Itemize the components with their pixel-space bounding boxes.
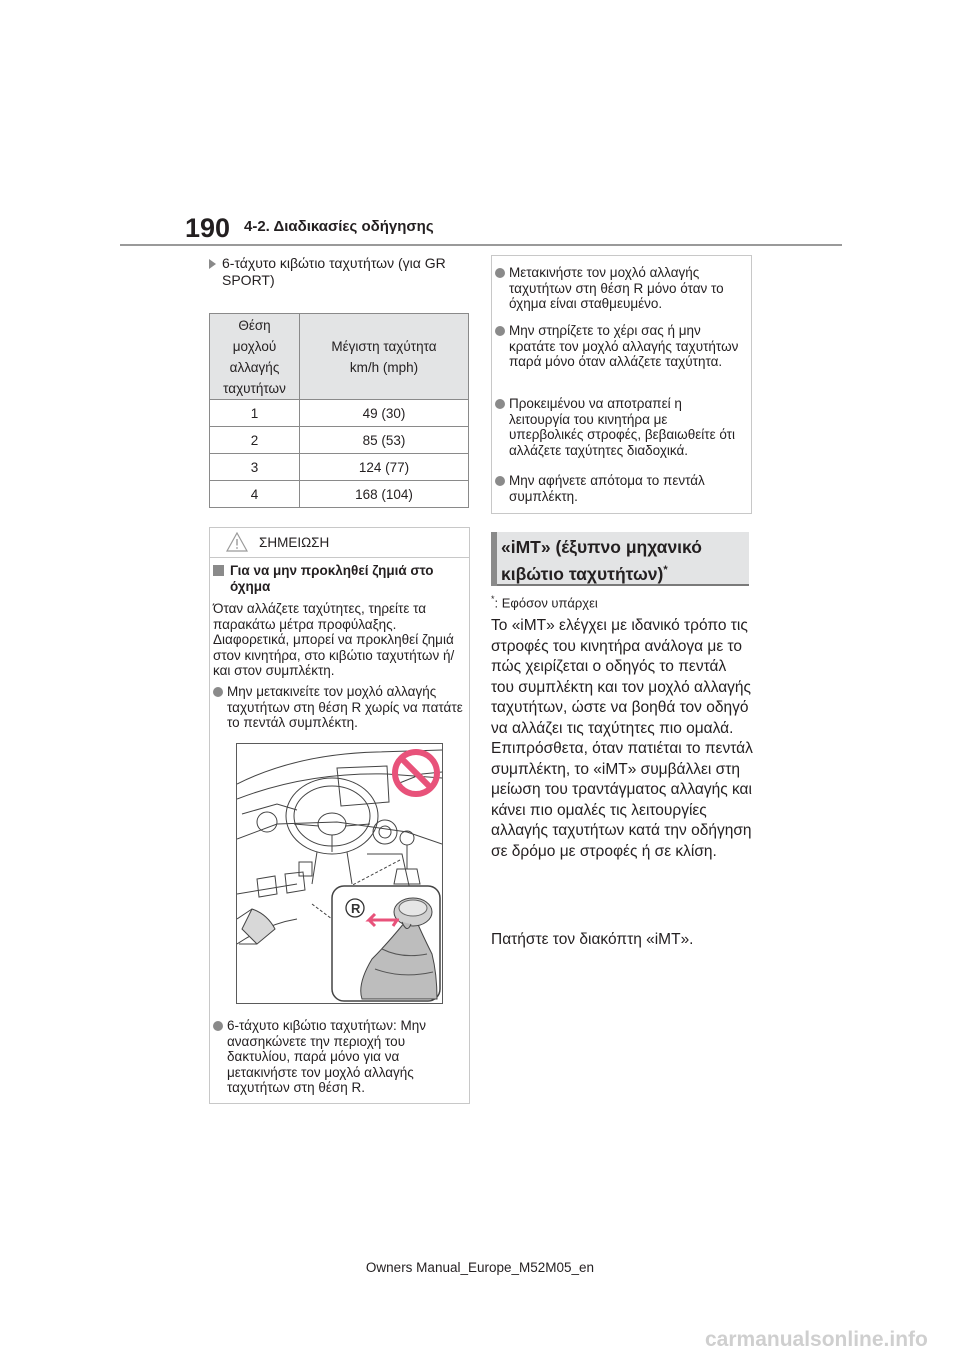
imt-heading-title (501, 536, 746, 586)
col-header-gear-position-text: Θέση μοχλού αλλαγής ταχυτήτων (223, 317, 286, 396)
notice-title: ΣΗΜΕΙΩΣΗ (259, 535, 330, 550)
table-row (210, 400, 469, 427)
circle-bullet-icon (495, 326, 505, 336)
warning-triangle-icon (226, 532, 248, 552)
footer-manual-id: Owners Manual_Europe_M52M05_en (365, 1260, 595, 1275)
reverse-gear-label: R (351, 901, 361, 916)
imt-body-text: Το «iMT» ελέγχει με ιδανικό τρόπο τις στροφές του κινητήρα ανάλογα με το πώς χειρίζεται ο οδηγός το πεντάλ του συμπλέκτη και τον μοχλό αλλαγής ταχυτήτων, ώστε να βοηθά τον οδηγό να αλλάζει τις ταχύτητες πιο ομαλά. Επιπρόσθετα, όταν πατιέται το πεντάλ συμπλέκτη, το «iMT» συμβάλλει στη μείωση του τραντάγματος αλλαγής και κάνει πιο ομαλές τις λειτουργίες αλλαγής ταχυτήτων κατά την οδήγηση σε δρόμο με στροφές ή σε κλίση. (491, 617, 753, 860)
watermark: carmanualsonline.info (705, 1328, 928, 1351)
table-header-row (210, 314, 469, 400)
circle-bullet-icon (213, 687, 223, 697)
imt-section-heading (491, 532, 749, 586)
table-cell-speed: 124 (77) (300, 454, 469, 481)
table-cell-speed: 85 (53) (300, 427, 469, 454)
col-header-max-speed-text: Μέγιστη ταχύτητα km/h (mph) (331, 338, 437, 375)
circle-bullet-icon (495, 268, 505, 278)
notice-body-text: Όταν αλλάζετε ταχύτητες, τηρείτε τα παρακάτω μέτρα προφύλαξης. Διαφορετικά, μπορεί να προκληθεί ζημιά στον κινητήρα, στο κιβώτιο ταχυτήτων ή/και στον συμπλέκτη. (213, 601, 455, 678)
car-interior-drawing (237, 744, 442, 1003)
table-cell-gear: 2 (210, 427, 300, 454)
caution-bullet-text: Μετακινήστε τον μοχλό αλλαγής ταχυτήτων στη θέση R μόνο όταν το όχημα είναι σταθμευμένο. (509, 265, 724, 311)
notice-bullet-text: Μην μετακινείτε τον μοχλό αλλαγής ταχυτήτων στη θέση R χωρίς να πατάτε το πεντάλ συμπλέκτη. (227, 684, 463, 730)
footnote (491, 594, 598, 610)
notice-subheading-text: Για να μην προκληθεί ζημιά στο όχημα (230, 563, 434, 594)
table-row (210, 481, 469, 508)
notice-bullet (213, 1018, 463, 1096)
notice-bullet (213, 684, 463, 731)
caution-bullet-text: Προκειμένου να αποτραπεί η λειτουργία του κινητήρα με υπερβολικές στροφές, βεβαιωθείτε ότι αλλάζετε ταχύτητες διαδοχικά. (509, 396, 735, 458)
caution-bullet (495, 473, 745, 504)
heading-accent-bar (491, 532, 497, 586)
footnote-text: : Εφόσον υπάρχει (494, 595, 598, 611)
caution-bullet-text: Μην αφήνετε απότομα το πεντάλ συμπλέκτη. (509, 473, 705, 504)
transmission-heading (209, 255, 471, 289)
circle-bullet-icon (495, 476, 505, 486)
table-cell-gear: 3 (210, 454, 300, 481)
imt-heading-text: «iMT» (έξυπνο μηχανικό κιβώτιο ταχυτήτων) (501, 537, 702, 584)
table-cell-speed: 168 (104) (300, 481, 469, 508)
circle-bullet-icon (213, 1021, 223, 1031)
table-row (210, 454, 469, 481)
col-header-gear-position (210, 314, 300, 400)
table-cell-speed: 49 (30) (300, 400, 469, 427)
header-divider (120, 244, 842, 246)
footnote-marker: * (663, 564, 668, 576)
caution-bullet-text: Μην στηρίζετε το χέρι σας ή μην κρατάτε τον μοχλό αλλαγής ταχυτήτων παρά μόνο όταν αλλάζετε ταχύτητα. (509, 323, 739, 369)
notice-subheading (213, 563, 463, 595)
page-number: 190 (185, 213, 231, 243)
col-header-max-speed (300, 314, 469, 400)
imt-press-instruction: Πατήστε τον διακόπτη «iMT». (491, 931, 694, 948)
caution-bullet (495, 396, 745, 458)
table-cell-gear: 1 (210, 400, 300, 427)
transmission-heading-text: 6-τάχυτο κιβώτιο ταχυτήτων (για GR SPORT) (222, 255, 446, 288)
gear-shift-illustration (236, 743, 443, 1004)
circle-bullet-icon (495, 399, 505, 409)
notice-header-divider (209, 557, 469, 558)
caution-bullet (495, 265, 745, 312)
table-row (210, 427, 469, 454)
table-cell-gear: 4 (210, 481, 300, 508)
notice-bullet-text: 6-τάχυτο κιβώτιο ταχυτήτων: Μην ανασηκώνετε την περιοχή του δακτυλίου, παρά μόνο για να μετακινήστε τον μοχλό αλλαγής ταχυτήτων στη θέση R. (227, 1018, 426, 1095)
triangle-bullet-icon (209, 259, 216, 269)
footnote-marker: * (491, 594, 495, 604)
square-bullet-icon (213, 565, 224, 576)
section-title: 4-2. Διαδικασίες οδήγησης (244, 218, 434, 235)
caution-bullet (495, 323, 745, 370)
speed-table (209, 313, 469, 508)
